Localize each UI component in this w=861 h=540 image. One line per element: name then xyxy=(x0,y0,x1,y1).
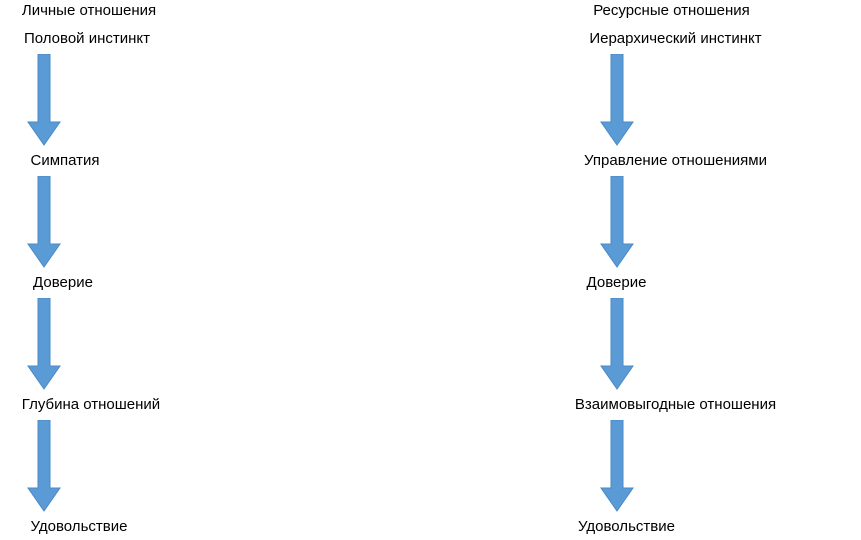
arrow-resource-4 xyxy=(600,420,634,512)
arrow-resource-2 xyxy=(600,176,634,268)
column-title-personal: Личные отношения xyxy=(21,2,157,19)
node-resource-2: Управление отношениями xyxy=(584,152,767,169)
node-personal-4: Глубина отношений xyxy=(21,396,161,413)
arrow-personal-2 xyxy=(27,176,61,268)
arrow-personal-4 xyxy=(27,420,61,512)
node-resource-5: Удовольствие xyxy=(578,518,675,535)
node-personal-5: Удовольствие xyxy=(30,518,128,535)
column-personal-relations xyxy=(0,0,370,540)
arrow-resource-1 xyxy=(600,54,634,146)
column-title-resource: Ресурсные отношения xyxy=(593,2,750,19)
arrow-personal-3 xyxy=(27,298,61,390)
arrow-personal-1 xyxy=(27,54,61,146)
arrow-resource-3 xyxy=(600,298,634,390)
node-personal-2: Симпатия xyxy=(30,152,100,169)
node-resource-1: Иерархический инстинкт xyxy=(589,30,762,47)
node-resource-4: Взаимовыгодные отношения xyxy=(574,396,777,413)
column-resource-relations xyxy=(490,0,861,540)
node-personal-1: Половой инстинкт xyxy=(23,30,151,47)
node-personal-3: Доверие xyxy=(33,274,93,291)
node-resource-3: Доверие xyxy=(586,274,647,291)
